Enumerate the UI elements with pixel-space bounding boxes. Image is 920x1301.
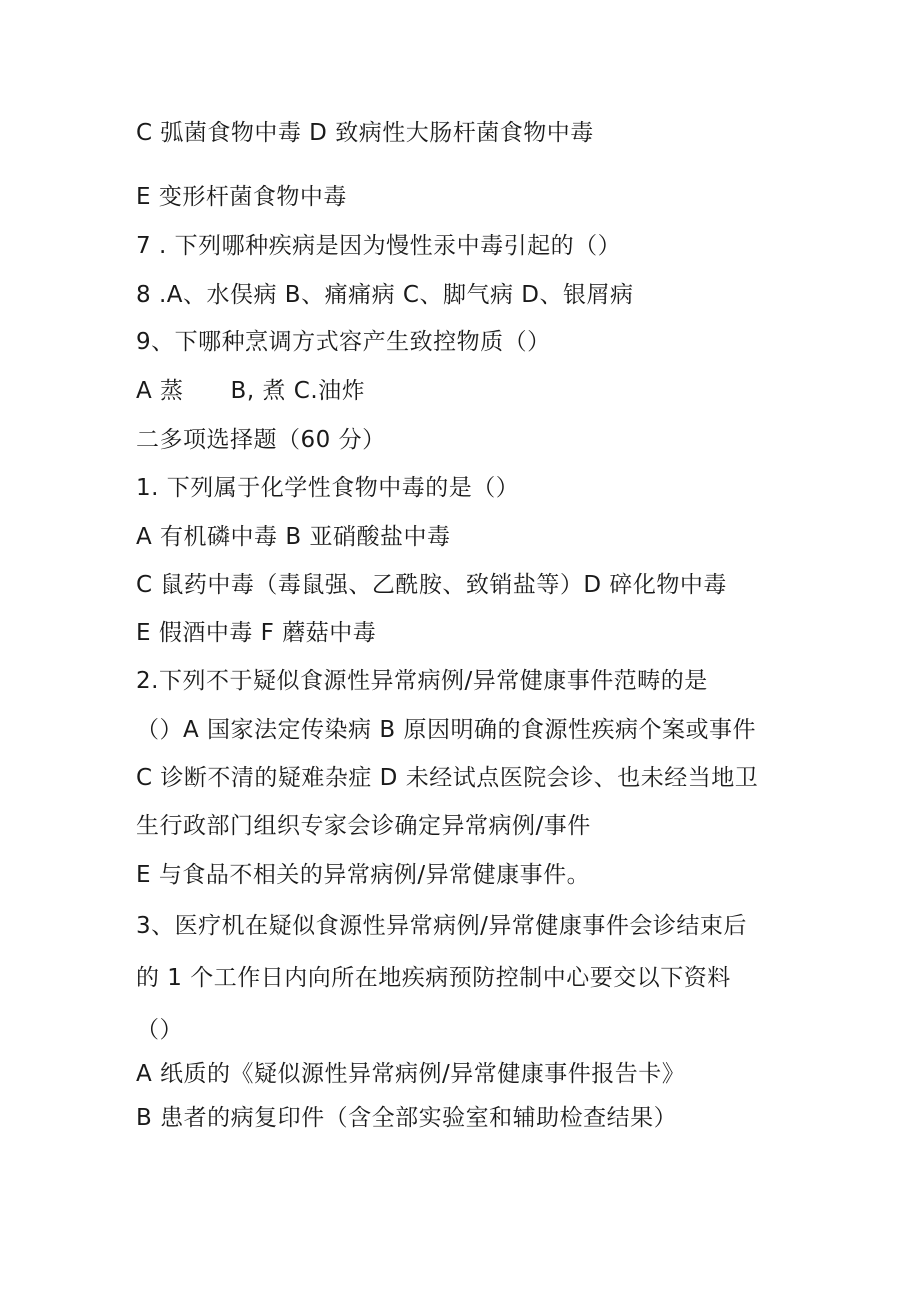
- text-line: E 变形杆菌食物中毒: [136, 184, 347, 210]
- text-line: 3、医疗机在疑似食源性异常病例/异常健康事件会诊结束后: [136, 913, 747, 939]
- text-line: 生行政部门组织专家会诊确定异常病例/事件: [136, 813, 591, 839]
- text-line: 9、下哪种烹调方式容产生致控物质（）: [136, 329, 551, 355]
- section-heading: 二多项选择题（60 分）: [136, 427, 386, 453]
- text-line: C 弧菌食物中毒 D 致病性大肠杆菌食物中毒: [136, 120, 594, 146]
- text-line: 的 1 个工作日内向所在地疾病预防控制中心要交以下资料: [136, 965, 731, 991]
- text-line: 8 .A、水俣病 B、痛痛病 C、脚气病 D、银屑病: [136, 282, 634, 308]
- text-line: A 蒸 B, 煮 C.油炸: [136, 378, 366, 404]
- text-line: 2.下列不于疑似食源性异常病例/异常健康事件范畴的是: [136, 668, 708, 694]
- text-line: C 鼠药中毒（毒鼠强、乙酰胺、致销盐等）D 碎化物中毒: [136, 572, 727, 598]
- text-line: A 纸质的《疑似源性异常病例/异常健康事件报告卡》: [136, 1061, 686, 1087]
- text-line: A 有机磷中毒 B 亚硝酸盐中毒: [136, 524, 451, 550]
- text-line: （）: [136, 1017, 183, 1043]
- text-line: E 假酒中毒 F 蘑菇中毒: [136, 620, 377, 646]
- text-line: E 与食品不相关的异常病例/异常健康事件。: [136, 862, 591, 888]
- text-line: （）A 国家法定传染病 B 原因明确的食源性疾病个案或事件: [136, 717, 756, 743]
- text-line: C 诊断不清的疑难杂症 D 未经试点医院会诊、也未经当地卫: [136, 765, 759, 791]
- text-line: 1. 下列属于化学性食物中毒的是（）: [136, 475, 520, 501]
- text-line: 7 . 下列哪种疾病是因为慢性汞中毒引起的（）: [136, 233, 622, 259]
- text-line: B 患者的病复印件（含全部实验室和辅助检查结果）: [136, 1105, 678, 1131]
